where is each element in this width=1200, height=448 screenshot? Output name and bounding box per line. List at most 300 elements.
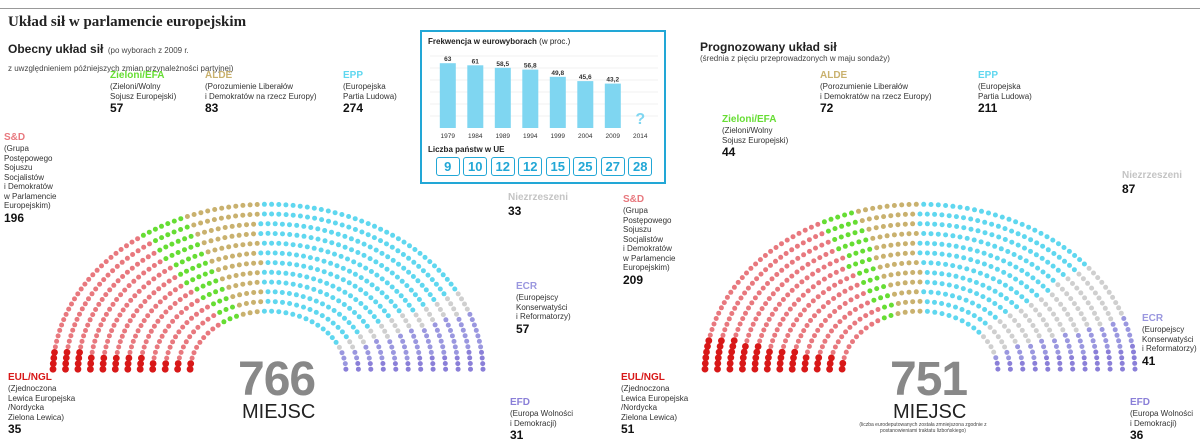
seat-sd <box>794 317 799 322</box>
seat-zieloniefa <box>230 305 235 310</box>
forecast-seats-label: MIEJSC <box>893 401 967 423</box>
label-forecast-efd <box>1130 397 1193 442</box>
seat-alde <box>209 238 214 243</box>
seat-epp <box>995 267 1000 272</box>
seat-epp <box>1039 231 1044 236</box>
seat-sd <box>834 258 839 263</box>
seat-zieloniefa <box>847 264 852 269</box>
seat-alde <box>903 251 908 256</box>
seat-epp <box>939 271 944 276</box>
seat-epp <box>427 259 432 264</box>
seat-ecr <box>378 350 383 355</box>
seat-sd <box>801 328 806 333</box>
group-desc: (Europejscy Konserwatyści i Reformatorzy) <box>1142 325 1197 353</box>
seat-eulngl <box>803 354 810 361</box>
seat-sd <box>152 324 157 329</box>
seat-sd <box>168 266 173 271</box>
seat-sd <box>801 240 806 245</box>
seat-epp <box>967 278 972 283</box>
seat-sd <box>801 293 806 298</box>
seat-zieloniefa <box>201 295 206 300</box>
forecast-title: Prognozowany układ sił <box>700 40 837 54</box>
seat-efd <box>468 367 473 372</box>
seat-efd <box>368 367 373 372</box>
seat-sd <box>111 302 116 307</box>
seat-efd <box>1045 361 1050 366</box>
seat-epp <box>975 218 980 223</box>
seat-sd <box>763 301 768 306</box>
seat-sd <box>189 316 194 321</box>
seat-sd <box>111 283 116 288</box>
seat-zieloniefa <box>163 245 168 250</box>
seat-epp <box>1016 231 1021 236</box>
seat-sd <box>91 344 96 349</box>
seat-zieloniefa <box>853 251 858 256</box>
seat-epp <box>1019 268 1024 273</box>
seat-epp <box>340 223 345 228</box>
seat-alde <box>216 257 221 262</box>
seat-epp <box>358 287 363 292</box>
seat-epp <box>925 221 930 226</box>
seat-epp <box>397 308 402 313</box>
seat-epp <box>939 212 944 217</box>
seat-eulngl <box>64 349 71 356</box>
seat-alde <box>230 224 235 229</box>
seat-epp <box>998 292 1003 297</box>
seat-ecr <box>1117 344 1122 349</box>
seat-sd <box>842 289 847 294</box>
seat-epp <box>322 269 327 274</box>
seat-epp <box>344 334 349 339</box>
seat-sd <box>124 303 129 308</box>
seat-epp <box>432 263 437 268</box>
seat-efd <box>1083 367 1088 372</box>
seat-epp <box>925 241 930 246</box>
seat-epp <box>329 240 334 245</box>
seat-epp <box>974 291 979 296</box>
seat-efd <box>467 350 472 355</box>
seat-epp <box>364 279 369 284</box>
seat-sd <box>768 344 773 349</box>
seat-sd <box>114 251 119 256</box>
seat-epp <box>1014 290 1019 295</box>
seat-sd <box>817 255 822 260</box>
seat-epp <box>983 230 988 235</box>
seat-alde <box>244 252 249 257</box>
seat-epp <box>972 238 977 243</box>
seat-sd <box>834 270 839 275</box>
group-name: ECR <box>516 281 538 292</box>
seat-niezrzeszeni <box>1050 333 1055 338</box>
seat-epp <box>319 248 324 253</box>
seat-epp <box>298 204 303 209</box>
seat-sd <box>833 345 838 350</box>
seat-epp <box>324 292 329 297</box>
seat-eulngl <box>138 355 145 362</box>
seat-ecr <box>446 323 451 328</box>
seat-sd <box>768 263 773 268</box>
seat-epp <box>982 262 987 267</box>
seat-alde <box>237 292 242 297</box>
seat-eulngl <box>100 355 107 362</box>
seat-epp <box>932 280 937 285</box>
seat-alde <box>903 222 908 227</box>
seat-sd <box>826 240 831 245</box>
seat-epp <box>374 248 379 253</box>
seat-epp <box>943 292 948 297</box>
seat-epp <box>989 264 994 269</box>
seat-epp <box>294 303 299 308</box>
seat-epp <box>1034 293 1039 298</box>
label-current-ni <box>508 192 568 218</box>
seat-sd <box>847 344 852 349</box>
seat-sd <box>72 296 77 301</box>
seat-sd <box>166 350 171 355</box>
seat-epp <box>918 212 923 217</box>
seat-sd <box>80 339 85 344</box>
seat-epp <box>276 270 281 275</box>
seat-epp <box>376 319 381 324</box>
seat-sd <box>153 350 158 355</box>
seat-epp <box>940 281 945 286</box>
seat-efd <box>1020 367 1025 372</box>
seat-sd <box>761 286 766 291</box>
seat-alde <box>895 222 900 227</box>
seat-niezrzeszeni <box>1058 322 1063 327</box>
turnout-year-label: 2009 <box>605 133 620 140</box>
seat-sd <box>859 304 864 309</box>
turnout-bar <box>440 63 456 128</box>
seat-epp <box>340 329 345 334</box>
seat-sd <box>149 329 154 334</box>
seat-sd <box>104 344 109 349</box>
seat-zieloniefa <box>199 252 204 257</box>
seat-epp <box>308 265 313 270</box>
seat-ecr <box>365 350 370 355</box>
seat-epp <box>394 289 399 294</box>
seat-sd <box>712 322 717 327</box>
seat-sd <box>778 255 783 260</box>
seat-epp <box>332 252 337 257</box>
seat-epp <box>384 230 389 235</box>
seat-epp <box>391 258 396 263</box>
seat-sd <box>842 315 847 320</box>
seat-sd <box>116 278 121 283</box>
seat-epp <box>349 247 354 252</box>
seat-ecr <box>376 344 381 349</box>
seat-niezrzeszeni <box>1047 328 1052 333</box>
seat-epp <box>353 216 358 221</box>
seat-sd <box>822 277 827 282</box>
seat-efd <box>418 367 423 372</box>
seat-niezrzeszeni <box>1119 311 1124 316</box>
country-count-box: 10 <box>463 157 487 176</box>
seat-sd <box>795 244 800 249</box>
seat-epp <box>341 277 346 282</box>
seat-epp <box>365 324 370 329</box>
seat-zieloniefa <box>832 237 837 242</box>
seat-zieloniefa <box>192 254 197 259</box>
seat-zieloniefa <box>172 219 177 224</box>
turnout-value-label: 49,8 <box>551 69 565 77</box>
seat-sd <box>179 310 184 315</box>
seat-zieloniefa <box>157 248 162 253</box>
seat-zieloniefa <box>221 319 226 324</box>
seat-niezrzeszeni <box>981 334 986 339</box>
seat-ecr <box>429 350 434 355</box>
seat-sd <box>795 270 800 275</box>
seat-zieloniefa <box>159 224 164 229</box>
seat-epp <box>961 276 966 281</box>
label-forecast-epp <box>978 70 1032 115</box>
seat-sd <box>137 289 142 294</box>
seat-sd <box>130 240 135 245</box>
seat-alde <box>220 276 225 281</box>
seat-sd <box>768 249 773 254</box>
seat-sd <box>840 267 845 272</box>
seat-alde <box>881 214 886 219</box>
seat-alde <box>251 222 256 227</box>
seat-epp <box>396 262 401 267</box>
group-name: Zieloni/EFA <box>722 114 777 125</box>
seat-ecr <box>1079 344 1084 349</box>
seat-niezrzeszeni <box>1068 317 1073 322</box>
seat-epp <box>400 279 405 284</box>
seat-epp <box>950 233 955 238</box>
seat-epp <box>357 262 362 267</box>
seat-alde <box>885 204 890 209</box>
seat-alde <box>219 216 224 221</box>
seat-epp <box>342 316 347 321</box>
seat-efd <box>406 367 411 372</box>
seat-niezrzeszeni <box>420 323 425 328</box>
seat-epp <box>438 287 443 292</box>
seat-sd <box>831 350 836 355</box>
seat-zieloniefa <box>846 232 851 237</box>
seat-sd <box>173 301 178 306</box>
label-forecast-alde <box>820 70 932 115</box>
seat-epp <box>294 233 299 238</box>
seat-epp <box>979 239 984 244</box>
seat-niezrzeszeni <box>347 339 352 344</box>
seat-epp <box>940 252 945 257</box>
seat-epp <box>262 309 267 314</box>
seat-alde <box>209 228 214 233</box>
seat-niezrzeszeni <box>1050 292 1055 297</box>
seat-sd <box>168 345 173 350</box>
seat-ecr <box>343 361 348 366</box>
seat-sd <box>147 295 152 300</box>
seat-sd <box>118 339 123 344</box>
seat-niezrzeszeni <box>1065 312 1070 317</box>
seat-sd <box>211 313 216 318</box>
seat-alde <box>244 222 249 227</box>
seat-sd <box>79 287 84 292</box>
seat-zieloniefa <box>853 262 858 267</box>
seat-eulngl <box>162 360 169 367</box>
seat-sd <box>162 269 167 274</box>
group-desc: (Europejscy Konserwatyści i Reformatorzy) <box>516 293 571 321</box>
seat-epp <box>976 330 981 335</box>
seat-epp <box>1007 261 1012 266</box>
seat-epp <box>936 291 941 296</box>
seat-alde <box>860 218 865 223</box>
seat-alde <box>903 280 908 285</box>
seat-epp <box>402 240 407 245</box>
seat-epp <box>1061 272 1066 277</box>
seat-sd <box>811 258 816 263</box>
label-forecast-ecr <box>1142 313 1197 368</box>
seat-epp <box>988 253 993 258</box>
seat-epp <box>1051 278 1056 283</box>
seat-epp <box>428 292 433 297</box>
seat-epp <box>421 268 426 273</box>
seat-niezrzeszeni <box>1002 345 1007 350</box>
seat-epp <box>330 295 335 300</box>
seat-epp <box>401 252 406 257</box>
seat-zieloniefa <box>163 256 168 261</box>
seat-niezrzeszeni <box>1044 322 1049 327</box>
seat-epp <box>372 314 377 319</box>
seat-epp <box>378 304 383 309</box>
seat-sd <box>128 318 133 323</box>
seat-epp <box>330 284 335 289</box>
seat-sd <box>190 356 195 361</box>
seat-alde <box>244 301 249 306</box>
seat-ecr <box>1126 327 1131 332</box>
seat-niezrzeszeni <box>385 334 390 339</box>
seat-efd <box>1045 367 1050 372</box>
seat-epp <box>342 234 347 239</box>
seat-sd <box>811 298 816 303</box>
seat-epp <box>290 312 295 317</box>
seat-sd <box>774 245 779 250</box>
seat-sd <box>189 302 194 307</box>
seat-ecr <box>379 355 384 360</box>
seat-alde <box>192 212 197 217</box>
seat-sd <box>69 302 74 307</box>
seat-epp <box>947 223 952 228</box>
seat-epp <box>983 321 988 326</box>
label-forecast-sd <box>623 194 675 287</box>
seat-sd <box>199 308 204 313</box>
seat-sd <box>798 333 803 338</box>
seat-alde <box>907 202 912 207</box>
seat-sd <box>189 290 194 295</box>
seat-sd <box>130 252 135 257</box>
seat-sd <box>807 344 812 349</box>
seat-alde <box>202 230 207 235</box>
seat-epp <box>436 268 441 273</box>
seat-niezrzeszeni <box>1058 302 1063 307</box>
seat-niezrzeszeni <box>459 296 464 301</box>
seat-sd <box>67 339 72 344</box>
seat-epp <box>954 214 959 219</box>
seat-alde <box>863 207 868 212</box>
seat-epp <box>921 260 926 265</box>
seat-efd <box>343 367 348 372</box>
seat-epp <box>273 231 278 236</box>
seat-eulngl <box>790 354 797 361</box>
seat-niezrzeszeni <box>1089 286 1094 291</box>
country-count-box: 25 <box>573 157 597 176</box>
seat-epp <box>307 296 312 301</box>
seat-epp <box>382 308 387 313</box>
seat-epp <box>925 299 930 304</box>
seat-epp <box>390 285 395 290</box>
seat-eulngl <box>779 349 786 356</box>
seat-epp <box>273 289 278 294</box>
seat-alde <box>226 285 231 290</box>
seat-epp <box>1013 219 1018 224</box>
seat-ecr <box>470 317 475 322</box>
seat-efd <box>1033 367 1038 372</box>
seat-epp <box>991 276 996 281</box>
seat-epp <box>385 280 390 285</box>
seat-efd <box>455 361 460 366</box>
seat-efd <box>1070 367 1075 372</box>
seat-niezrzeszeni <box>1064 291 1069 296</box>
seat-sd <box>151 290 156 295</box>
seat-epp <box>954 284 959 289</box>
seat-ecr <box>464 339 469 344</box>
seat-zieloniefa <box>846 222 851 227</box>
seat-eulngl <box>175 360 182 367</box>
turnout-year-label: 1999 <box>550 133 565 140</box>
seat-sd <box>805 275 810 280</box>
seat-epp <box>258 231 263 236</box>
seat-sd <box>807 249 812 254</box>
turnout-inset <box>420 30 666 184</box>
seat-alde <box>248 202 253 207</box>
seat-ecr <box>392 356 397 361</box>
seat-epp <box>284 212 289 217</box>
seat-ecr <box>450 333 455 338</box>
seat-epp <box>298 214 303 219</box>
seat-zieloniefa <box>881 284 886 289</box>
group-desc: (Europa Wolności i Demokracji) <box>1130 409 1193 428</box>
seat-zieloniefa <box>182 236 187 241</box>
seat-epp <box>411 274 416 279</box>
seat-niezrzeszeni <box>1027 318 1032 323</box>
seat-sd <box>785 292 790 297</box>
seat-epp <box>276 280 281 285</box>
seat-niezrzeszeni <box>371 334 376 339</box>
seat-sd <box>788 307 793 312</box>
seat-epp <box>336 232 341 237</box>
seat-ecr <box>415 345 420 350</box>
seat-epp <box>276 212 281 217</box>
seat-alde <box>907 260 912 265</box>
seat-ecr <box>1127 333 1132 338</box>
seat-sd <box>140 350 145 355</box>
seat-sd <box>184 320 189 325</box>
seat-sd <box>722 327 727 332</box>
seat-alde <box>255 241 260 246</box>
seat-sd <box>136 275 141 280</box>
seat-epp <box>1041 284 1046 289</box>
seat-sd <box>809 225 814 230</box>
seat-epp <box>1003 283 1008 288</box>
seat-epp <box>346 225 351 230</box>
seat-efd <box>393 367 398 372</box>
seat-epp <box>929 202 934 207</box>
seat-alde <box>874 255 879 260</box>
turnout-year-label: 2004 <box>578 133 593 140</box>
seat-efd <box>431 367 436 372</box>
seat-epp <box>315 267 320 272</box>
seat-sd <box>840 256 845 261</box>
